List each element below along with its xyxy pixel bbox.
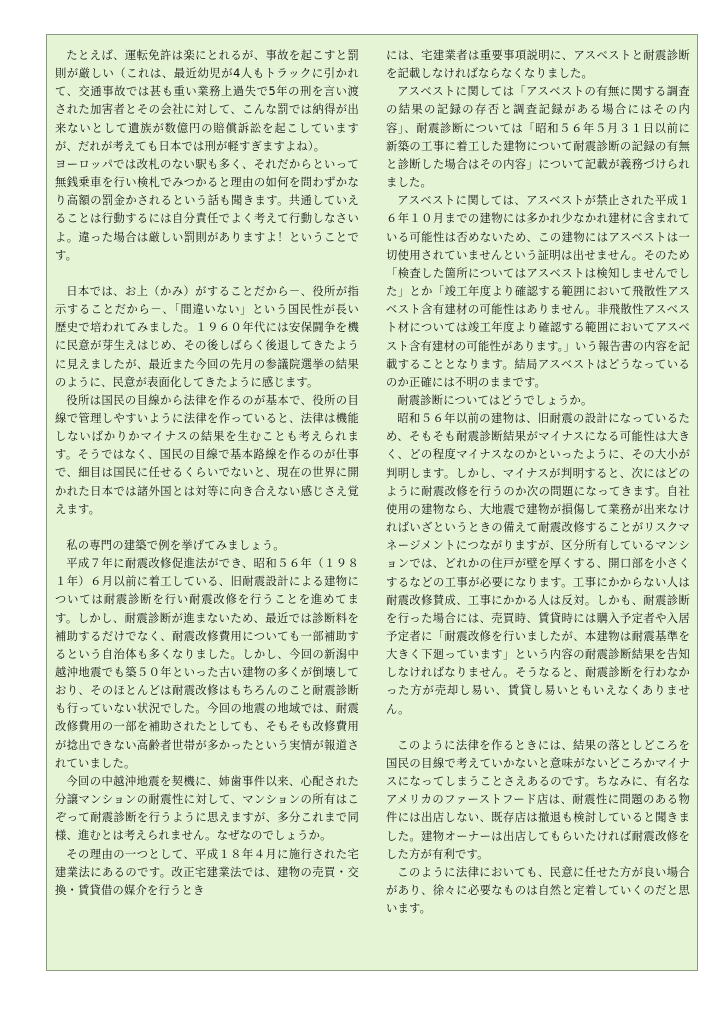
page-frame — [46, 34, 698, 971]
right-column — [386, 47, 690, 918]
left-column — [55, 47, 359, 900]
paragraph: 日本では、お上（かみ）がすることだから－、役所が指示することだから－、「間違いない」という国民性が長い歴史で培われてみました。１９６０年代には安保闘争を機に民意が芽生えはじめ、その後しばらく後退してきたように見えましたが、最近また今回の先月の参議院選挙の結果のように、民意が表面化してきたように感じます。 — [55, 284, 359, 389]
paragraph: ヨーロッパでは改札のない駅も多く、それだからといって無銭乗車を行い検札でみつかると理由の如何を問わずかなり高額の罰金かされるという話も聞きます。共通していえることは行動するには自分責任でよく考えて行動しなさいよ。違った場合は厳しい罰則がありますよ！ということです。 — [55, 157, 359, 262]
paragraph: その理由の一つとして、平成１８年４月に施行された宅建業法にあるのです。改正宅建業法では、建物の売買・交換・賃貸借の媒介を行うとき — [55, 847, 359, 897]
paragraph: 役所は国民の目線から法律を作るのが基本で、役所の目線で管理しやすいように法律を作っていると、法律は機能しないばかりかマイナスの結果を生むことも考えられます。そうではなく、国民の目線で基本路線を作るのが仕事で、細目は国民に任せるくらいでないと、現在の世界に開かれた日本では諸外国とは対等に向き合えない感じさえ覚えます。 — [55, 393, 359, 516]
paragraph: 今回の中越沖地震を契機に、姉歯事件以来、心配された分譲マンションの耐震性に対して、マンションの所有はこぞって耐震診断を行うように思えますが、多分これまで同様、進むとは考えられません。なぜなのでしょうか。 — [55, 774, 359, 843]
paragraph: たとえば、運転免許は楽にとれるが、事故を起こすと罰則が厳しい（これは、最近幼児が4人もトラックに引かれて、交通事故では甚も重い業務上過失で5年の刑を言い渡された加害者とその会社に対して、こんな罰では納得が出来ないとして遺族が数億円の賠償訴訟を起こしていますが、だれが考えても日本では刑が軽すぎますよね）。 — [55, 49, 359, 153]
paragraph: には、宅建業者は重要事項説明に、アスベストと耐震診断を記載しなければならなくなりました。 — [386, 49, 690, 81]
paragraph: 耐震診断についてはどうでしょうか。 — [397, 393, 593, 407]
paragraph: 私の専門の建築で例を挙げてみましょう。 — [66, 538, 285, 552]
paragraph: アスベストに関しては、アスベストが禁止された平成１６年１０月までの建物には多かれ少なかれ建材に含まれている可能性は否めないため、この建物にはアスベストは一切使用されていませんという証明は出せません。そのため「検査した箇所についてはアスベストは検知しませんでした」とか「竣工年度より確認する範囲において飛散性アスベスト含有建材の可能性はありません。非飛散性アスベスト材については竣工年度より確認する範囲においてアスベスト含有建材の可能性があります。」いう報告書の内容を記載することとなります。結局アスベストはどうなっているのか正確には不明のままです。 — [386, 194, 690, 389]
paragraph: 昭和５６年以前の建物は、旧耐震の設計になっているため、そもそも耐震診断結果がマイナスになる可能性は大きく、どの程度マイナスなのかといったように、その大小が判明します。しかし、マイナスが判明すると、次にはどのように耐震改修を行うのか次の問題になってきます。自社使用の建物なら、大地震で建物が損傷して業務が出来なければいざというときの備えて耐震改修することがリスクマネージメントにつながりますが、区分所有しているマンションでは、どれかの住戸が壁を厚くする、開口部を小さくするなどの工事が必要になります。工事にかからない人は耐震改修賛成、工事にかかる人は反対。しかも、耐震診断を行った場合には、売買時、賃貸時には購入予定者や入居予定者に「耐震改修を行いましたが、本建物は耐震基準を大きく下廻っています」という内容の耐震診断結果を告知しなければなりません。そうなると、耐震診断を行わなかった方が売却し易い、賃貸し易いともいえなくありません。 — [386, 412, 690, 716]
paragraph: アスベストに関しては「アスベストの有無に関する調査の結果の記録の存否と調査記録がある場合にはその内容」、耐震診断については「昭和５６年５月３１日以前に新築の工事に着工した建物について耐震診断の記録の有無と診断した場合はその内容」について記載が義務づけられました。 — [386, 85, 690, 190]
paragraph: このように法律においても、民意に任せた方が良い場合があり、徐々に必要なものは自然と定着していくのだと思います。 — [386, 865, 690, 916]
paragraph: このように法律を作るときには、結果の落としどころを国民の目線で考えていかないと意味がないどころかマイナスになってしまうことさえあるのです。ちなみに、有名なアメリカのファーストフード店は、耐震性に問題のある物件には出店しない、既存店は撤退も検討していると聞きました。建物オーナーは出店してもらいたければ耐震改修をした方が有利です。 — [386, 738, 690, 861]
paragraph: 平成７年に耐震改修促進法ができ、昭和５６年（１９８１年）６月以前に着工している、旧耐震設計による建物については耐震診断を行い耐震改修を行うことを進めてます。しかし、耐震診断が進まないため、最近では診断料を補助するだけでなく、耐震改修費用についても一部補助するという自治体も多くなりました。しかし、今回の新潟中越沖地震でも築５０年といった古い建物の多くが倒壊しており、そのほとんどは耐震改修はもちろんのこと耐震診断も行っていない状況でした。今回の地震の地域では、耐震改修費用の一部を補助されたとしても、そもそも改修費用が捻出できない高齢者世帯が多かったという実情が報道されていました。 — [55, 557, 359, 770]
